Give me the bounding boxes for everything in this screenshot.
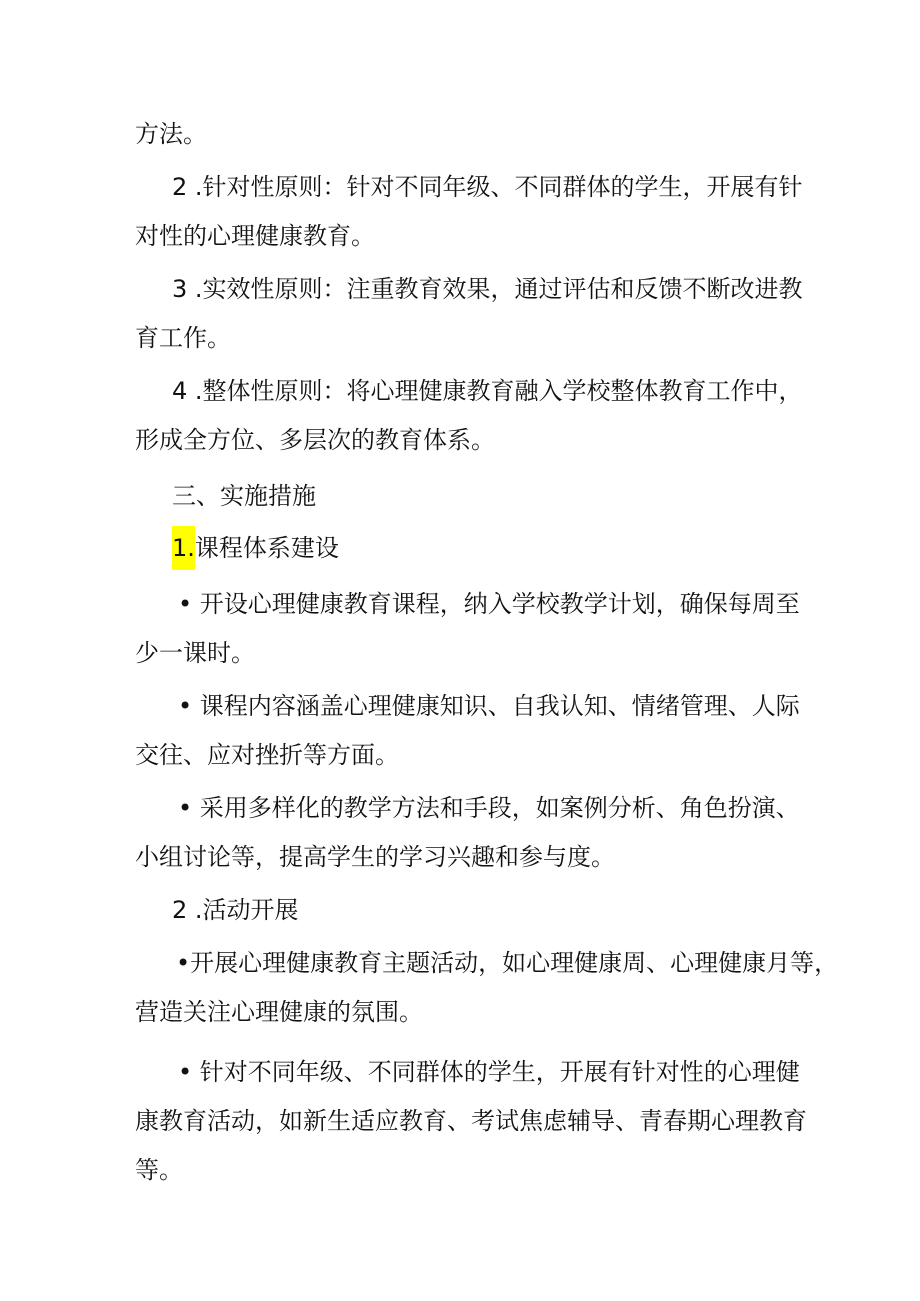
bullet-item: • 采用多样化的教学方法和手段，如案例分析、角色扮演、 — [178, 794, 800, 822]
paragraph-line: 对性的心理健康教育。 — [135, 222, 375, 250]
highlighted-number: 1. — [172, 526, 195, 570]
paragraph-line: 育工作。 — [135, 324, 231, 352]
paragraph-line: 方法。 — [135, 120, 207, 148]
principle-item: 4 .整体性原则：将心理健康教育融入学校整体教育工作中， — [172, 377, 803, 405]
principle-item: 3 .实效性原则：注重教育效果，通过评估和反馈不断改进教 — [172, 275, 803, 303]
paragraph-line: 交往、应对挫折等方面。 — [135, 741, 399, 769]
paragraph-line: 康教育活动，如新生适应教育、考试焦虑辅导、青春期心理教育 — [135, 1107, 807, 1135]
subsection-heading: 2 .活动开展 — [172, 896, 299, 924]
bullet-item: • 开设心理健康教育课程，纳入学校教学计划，确保每周至 — [178, 590, 800, 618]
bullet-item: • 课程内容涵盖心理健康知识、自我认知、情绪管理、人际 — [178, 692, 800, 720]
section-heading: 三、实施措施 — [172, 482, 316, 510]
bullet-item: • 针对不同年级、不同群体的学生，开展有针对性的心理健 — [178, 1058, 800, 1086]
paragraph-line: 小组讨论等，提高学生的学习兴趣和参与度。 — [135, 843, 615, 871]
subsection-heading — [172, 532, 339, 570]
paragraph-line: 等。 — [135, 1156, 183, 1184]
principle-item: 2 .针对性原则：针对不同年级、不同群体的学生，开展有针 — [172, 173, 803, 201]
paragraph-line: 形成全方位、多层次的教育体系。 — [135, 426, 495, 454]
paragraph-line: 营造关注心理健康的氛围。 — [135, 998, 423, 1026]
paragraph-line: 少一课时。 — [135, 639, 255, 667]
subsection-title: 课程体系建设 — [194, 534, 339, 562]
bullet-item: •开展心理健康教育主题活动，如心理健康周、心理健康月等， — [176, 949, 839, 977]
